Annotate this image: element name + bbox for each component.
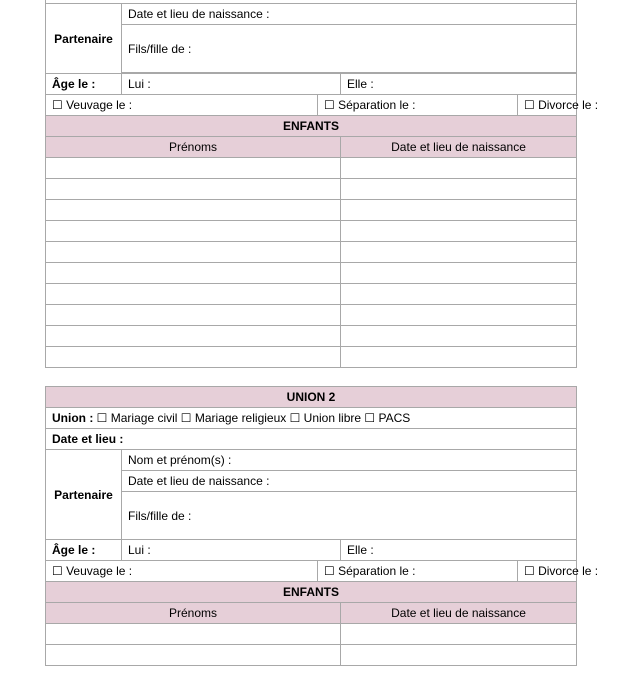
child-birth-cell[interactable] [341,624,577,645]
union-type-label: Union : [52,411,94,425]
child-birth-cell[interactable] [341,284,577,305]
child-firstnames-cell[interactable] [46,347,341,368]
child-row [46,305,577,326]
child-firstnames-cell[interactable] [46,158,341,179]
child-row [46,326,577,347]
age-her-field[interactable]: Elle : [341,74,577,95]
partner-label: Partenaire [46,4,122,74]
col-firstnames: Prénoms [46,603,341,624]
child-birth-cell[interactable] [341,158,577,179]
age-label: Âge le : [46,540,122,561]
child-row [46,242,577,263]
child-firstnames-cell[interactable] [46,624,341,645]
partner-birth-field[interactable]: Date et lieu de naissance : [122,471,577,492]
age-him-field[interactable]: Lui : [122,540,341,561]
child-row [46,221,577,242]
child-birth-cell[interactable] [341,347,577,368]
child-firstnames-cell[interactable] [46,645,341,666]
child-firstnames-cell[interactable] [46,305,341,326]
child-birth-cell[interactable] [341,305,577,326]
children-header: ENFANTS [46,116,577,137]
child-birth-cell[interactable] [341,179,577,200]
col-birth: Date et lieu de naissance [341,137,577,158]
child-row [46,347,577,368]
partner-name-field[interactable]: Nom et prénom(s) : [122,450,577,471]
separation-field[interactable]: ☐ Séparation le : [318,561,518,582]
child-birth-cell[interactable] [341,221,577,242]
partner-label: Partenaire [46,450,122,540]
child-row [46,179,577,200]
age-her-field[interactable]: Elle : [341,540,577,561]
union-type-options[interactable]: ☐ Mariage civil ☐ Mariage religieux ☐ Union libre ☐ PACS [96,411,411,425]
separation-field[interactable]: ☐ Séparation le : [318,95,518,116]
widowhood-field[interactable]: ☐ Veuvage le : [46,95,318,116]
widowhood-field[interactable]: ☐ Veuvage le : [46,561,318,582]
date-place-field[interactable]: Date et lieu : [46,429,577,450]
union-2-table [45,386,599,666]
child-row [46,158,577,179]
child-firstnames-cell[interactable] [46,200,341,221]
age-him-field[interactable]: Lui : [122,74,341,95]
child-birth-cell[interactable] [341,263,577,284]
child-firstnames-cell[interactable] [46,263,341,284]
child-row [46,263,577,284]
child-birth-cell[interactable] [341,645,577,666]
child-firstnames-cell[interactable] [46,326,341,347]
union-1-table [45,0,599,368]
child-firstnames-cell[interactable] [46,284,341,305]
children-header: ENFANTS [46,582,577,603]
union-type-field[interactable] [46,408,577,429]
divorce-field[interactable]: ☐ Divorce le : [518,95,577,116]
child-row [46,200,577,221]
child-birth-cell[interactable] [341,326,577,347]
child-row [46,645,577,666]
child-row [46,624,577,645]
union-2-title: UNION 2 [46,387,577,408]
partner-parents-field[interactable]: Fils/fille de : [122,25,577,73]
child-birth-cell[interactable] [341,242,577,263]
col-birth: Date et lieu de naissance [341,603,577,624]
child-firstnames-cell[interactable] [46,179,341,200]
partner-parents-field[interactable]: Fils/fille de : [122,492,577,540]
child-row [46,284,577,305]
child-firstnames-cell[interactable] [46,242,341,263]
partner-birth-field[interactable]: Date et lieu de naissance : [122,4,577,25]
col-firstnames: Prénoms [46,137,341,158]
child-firstnames-cell[interactable] [46,221,341,242]
age-label: Âge le : [46,74,122,95]
child-birth-cell[interactable] [341,200,577,221]
divorce-field[interactable]: ☐ Divorce le : [518,561,577,582]
